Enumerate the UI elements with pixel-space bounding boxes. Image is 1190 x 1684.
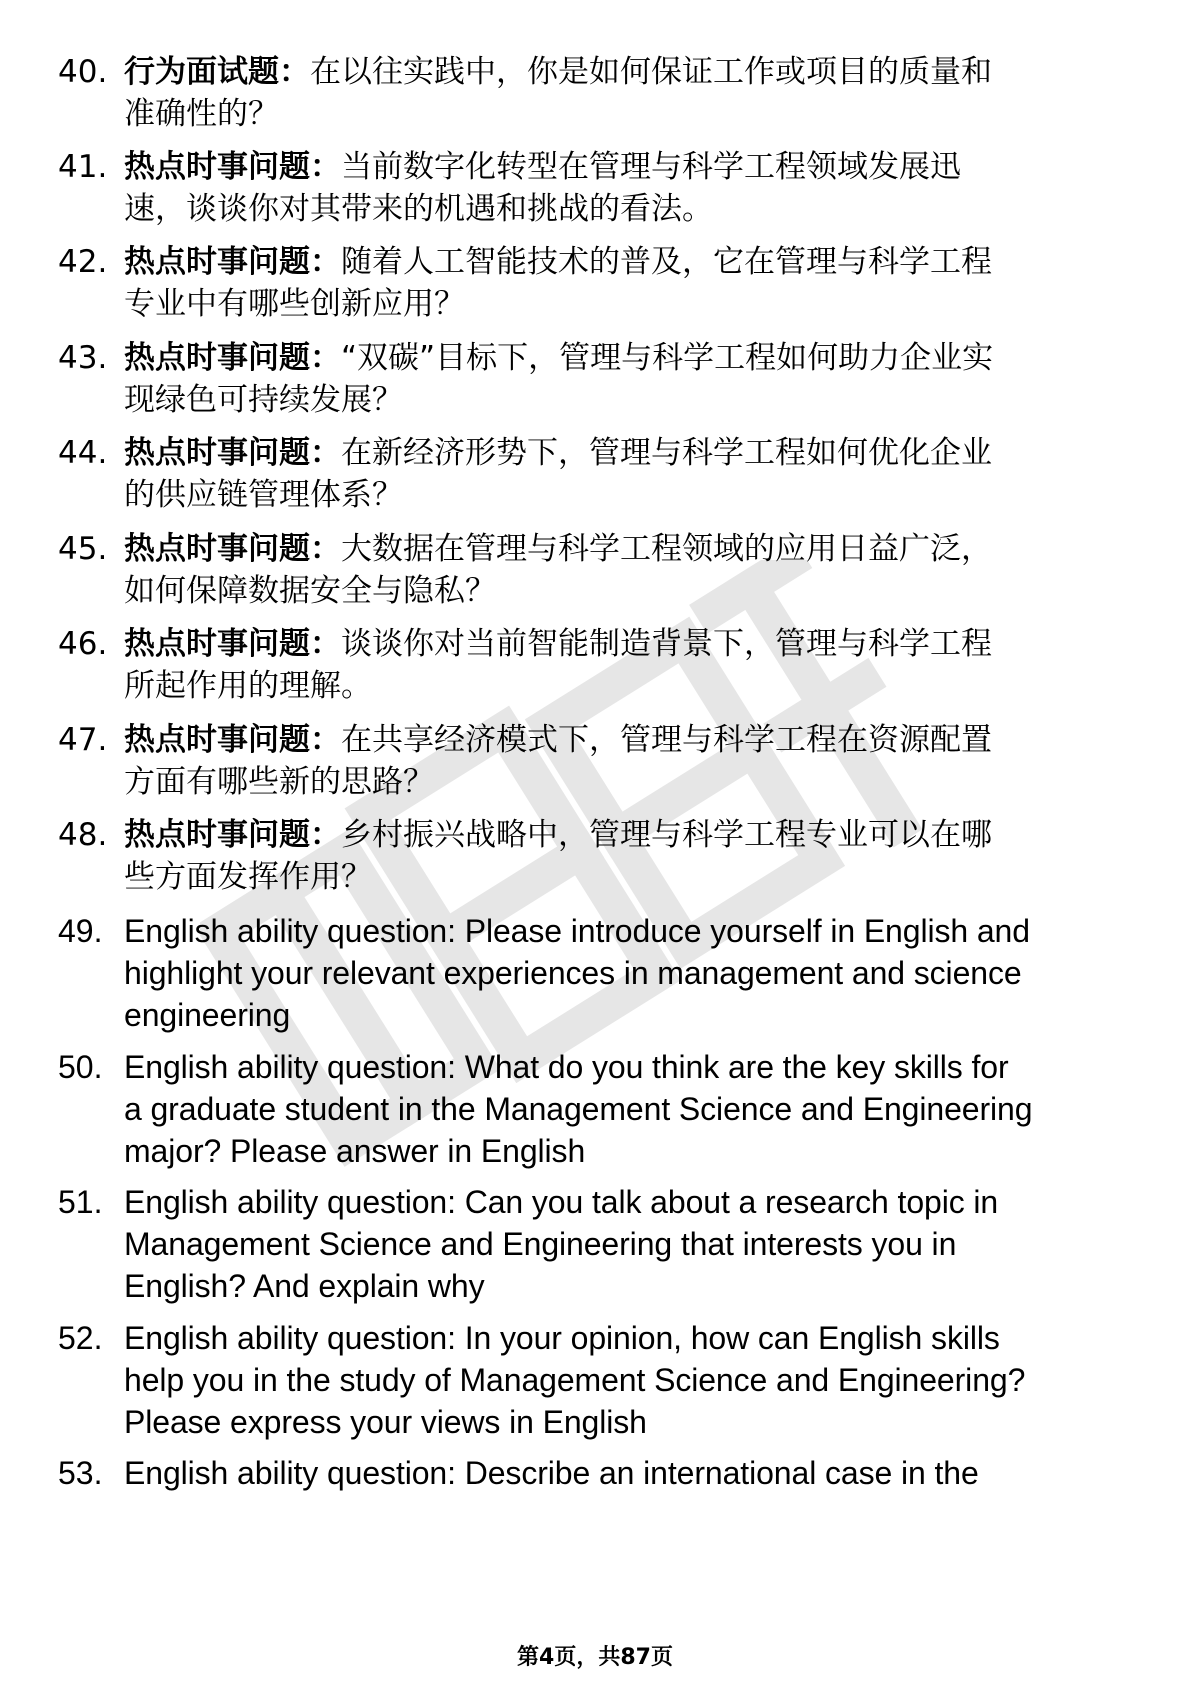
question-label: 热点时事问题： [124,149,341,185]
question-line: English ability question: Describe an international case in the [124,1455,979,1491]
question-text [124,1317,1190,1443]
question-text [124,241,1190,325]
question-line: 如何保障数据安全与隐私？ [124,573,496,609]
question-number: 44. [58,435,108,471]
page-footer [0,1640,1190,1671]
question-text [124,528,1190,612]
question-line: English ability question: Can you talk about a research topic in [124,1184,999,1220]
question-label: 热点时事问题： [124,626,341,662]
question-line: English ability question: Please introduce yourself in English and [124,913,1030,949]
question-line: 随着人工智能技术的普及，它在管理与科学工程 [341,244,992,280]
question-line: 谈谈你对当前智能制造背景下，管理与科学工程 [341,626,992,662]
question-number: 41. [58,149,108,185]
question-line: Please express your views in English [124,1404,647,1440]
question-line: a graduate student in the Management Science and Engineering [124,1091,1033,1127]
question-line: English ability question: What do you think are the key skills for [124,1049,1009,1085]
question-number: 51. [58,1184,103,1220]
question-label: 行为面试题： [124,54,310,90]
question-number: 50. [58,1049,103,1085]
question-number: 53. [58,1455,103,1491]
question-line: 所起作用的理解。 [124,668,372,704]
question-line: 在新经济形势下，管理与科学工程如何优化企业 [341,435,992,471]
question-number: 48. [58,817,108,853]
question-line: major? Please answer in English [124,1133,586,1169]
question-number: 42. [58,244,108,280]
question-text [124,432,1190,516]
question-line: English? And explain why [124,1268,485,1304]
question-text [124,1452,1190,1494]
question-label: 热点时事问题： [124,722,341,758]
question-text [124,910,1190,1036]
question-line: engineering [124,997,291,1033]
question-text [124,146,1190,230]
question-number: 49. [58,913,103,949]
question-text [124,623,1190,707]
question-line: 方面有哪些新的思路？ [124,764,434,800]
question-line: Management Science and Engineering that interests you in [124,1226,957,1262]
question-text [124,1046,1190,1172]
question-line: help you in the study of Management Science and Engineering? [124,1362,1026,1398]
question-line: 的供应链管理体系？ [124,477,403,513]
question-line: 些方面发挥作用？ [124,859,372,895]
question-text [124,51,1190,135]
question-line: highlight your relevant experiences in management and science [124,955,1022,991]
question-label: 热点时事问题： [124,244,341,280]
question-number: 47. [58,722,108,758]
question-line: 在共享经济模式下，管理与科学工程在资源配置 [341,722,992,758]
question-label: 热点时事问题： [124,531,341,567]
page-number-label: 第4页，共87页 [517,1645,673,1670]
question-text [124,814,1190,898]
question-label: 热点时事问题： [124,817,341,853]
question-number: 52. [58,1320,103,1356]
question-line: 当前数字化转型在管理与科学工程领域发展迅 [341,149,961,185]
question-label: 热点时事问题： [124,435,341,471]
question-line: 现绿色可持续发展？ [124,382,403,418]
question-number: 45. [58,531,108,567]
question-number: 46. [58,626,108,662]
question-line: 速，谈谈你对其带来的机遇和挑战的看法。 [124,191,713,227]
question-line: English ability question: In your opinion, how can English skills [124,1320,1000,1356]
question-text [124,337,1190,421]
question-line: 乡村振兴战略中，管理与科学工程专业可以在哪 [341,817,992,853]
question-line: 专业中有哪些创新应用？ [124,286,465,322]
question-line: 准确性的？ [124,96,279,132]
question-number: 40. [58,54,108,90]
question-line: 在以往实践中，你是如何保证工作或项目的质量和 [310,54,992,90]
question-line: 大数据在管理与科学工程领域的应用日益广泛， [341,531,992,567]
question-text [124,1181,1190,1307]
question-text [124,719,1190,803]
question-label: 热点时事问题： [124,340,341,376]
question-line: “双碳”目标下，管理与科学工程如何助力企业实 [341,340,994,376]
question-number: 43. [58,340,108,376]
